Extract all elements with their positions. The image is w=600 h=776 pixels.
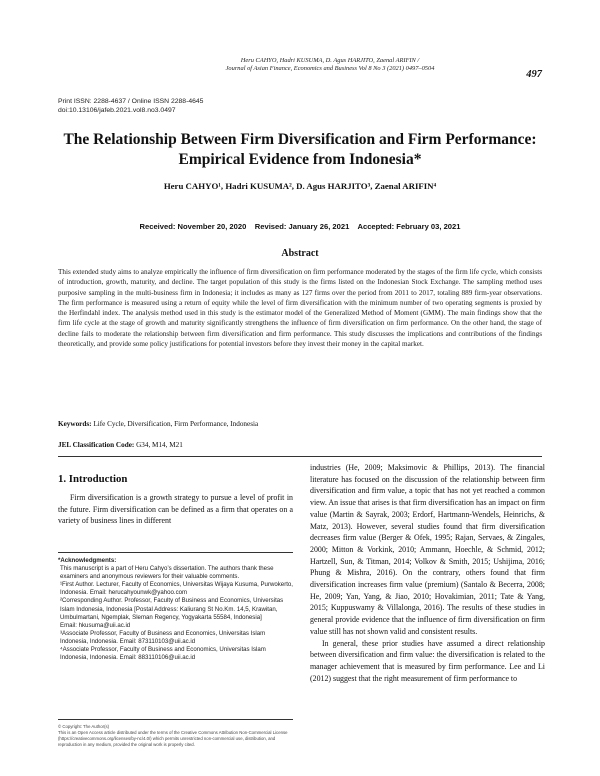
issn-line: Print ISSN: 2288-4637 / Online ISSN 2288-4645 <box>58 98 204 105</box>
footnote-first-author: ¹First Author. Lecturer, Faculty of Economics, Universitas Wijaya Kusuma, Purwokerto, Indonesia. Email: herucahyounwk@yahoo.com <box>60 581 293 597</box>
publication-dates: Received: November 20, 2020 Revised: January 26, 2021 Accepted: February 03, 2021 <box>139 222 461 231</box>
abstract-body: This extended study aims to analyze empirically the influence of firm diversification on firm performance moderated by the stages of the firm life cycle, which consists of introduction, growth, maturity, and decline. The target population of this study is the firms listed on the Indonesian Stock Exchange. The sampling method uses purposive sampling in the multi-business firm in Indonesia; it includes as many as 127 firms over the period from 2011 to 2017, totaling 889 firm-year observations. The firm performance is measured using a return of equity while the level of firm diversification with the minimum number of two operating segments is proxied by the Herfindahl index. The analysis method used in this study is the estimator model of the Generalized Method of Moment (GMM). The main findings show that the firm life cycle at the stage of growth and maturity significantly strengthens the influence of firm diversification on firm performance. On the other hand, the stage of decline fails to moderate the relationship between firm diversification and firm performance. This study discusses the implications and contributions of the findings theoretically, and provide some policy justifications for potential investors before they invest their money in the capital market. <box>58 268 542 349</box>
article-title <box>40 130 560 170</box>
footnote-corresponding-author: ²Corresponding Author. Professor, Faculty of Business and Economics, Universitas Islam Indonesia, Indonesia [Postal Address: Kaliurang St No.Km. 14,5, Krawitan, Umbulmartani, Ngemplak, Sleman Regency, Yogyakarta 55584, Indonesia] <box>60 597 284 621</box>
acknowledgments-heading: *Acknowledgments: <box>58 557 117 564</box>
running-head-authors: Heru CAHYO, Hadri KUSUMA, D. Agus HARJITO, Zaenal ARIFIN / <box>240 57 420 64</box>
intro-paragraph-right-2: In general, these prior studies have assumed a direct relationship between diversification and firm value: the diversification is related to the manager achievement that is measured by firm performance. Lee and Li (2012) suggest that the right measurement of firm performance to <box>310 638 545 683</box>
identifiers <box>58 97 203 115</box>
doi-line: doi:10.13106/jafeb.2021.vol8.no3.0497 <box>58 107 176 114</box>
footnotes <box>58 557 293 662</box>
footnote-divider <box>58 552 293 553</box>
abstract-heading: Abstract <box>281 248 319 259</box>
footnote-fourth-author: ⁴Associate Professor, Faculty of Business and Economics, Universitas Islam Indonesia, Indonesia. Email: 883110106@uii.ac.id <box>60 646 266 662</box>
keywords <box>58 420 258 428</box>
license-block <box>58 724 293 748</box>
license-text: This is an Open Access article distributed under the terms of the Creative Commons Attribution Non-Commercial License (https://creativecommons.org/licenses/by-nc/4.0/) which permits unrestricted non-commercial use, distribution, and reproduction in any medium, provided the original work is properly cited. <box>58 730 288 747</box>
footnote-corresponding-email: Email: hkusuma@uii.ac.id <box>60 621 131 629</box>
intro-paragraph-left: Firm diversification is a growth strategy to pursue a level of profit in the future. Firm diversification can be defined as a firm that operates on a variety of business lines in different <box>58 493 293 526</box>
jel-value: G34, M14, M21 <box>134 441 183 449</box>
left-column <box>58 492 293 527</box>
jel-codes <box>58 441 183 449</box>
keywords-value: Life Cycle, Diversification, Firm Performance, Indonesia <box>91 420 259 428</box>
title-line-1: The Relationship Between Firm Diversification and Firm Performance: <box>63 131 537 148</box>
license-divider <box>58 719 293 720</box>
copyright-line: © Copyright: The Author(s) <box>58 724 110 729</box>
acknowledgments-text: This manuscript is a part of Heru Cahyo’s dissertation. The authors thank these examiners and anonymous reviewers for their valuable comments. <box>60 565 274 581</box>
title-line-2: Empirical Evidence from Indonesia* <box>178 151 422 168</box>
author-list: Heru CAHYO¹, Hadri KUSUMA², D. Agus HARJITO³, Zaenal ARIFIN⁴ <box>163 181 437 191</box>
footnote-third-author: ³Associate Professor, Faculty of Business and Economics, Universitas Islam Indonesia, Indonesia. Email: 873110103@uii.ac.id <box>60 629 266 645</box>
page-number: 497 <box>526 69 542 80</box>
running-head-journal: Journal of Asian Finance, Economics and Business Vol 8 No 3 (2021) 0497–0504 <box>225 65 435 72</box>
intro-paragraph-right-1: industries (He, 2009; Maksimovic & Phillips, 2013). The financial literature has focused on the discussion of the relationship between firm diversification and firm value, a topic that has not yet reached a common view. An issue that arises is that firm diversification has an impact on firm value (Martin & Sayrak, 2003; Erdorf, Hartmann-Wendels, Heinrichs, & Matz, 2013). However, several studies found that firm diversification decreases firm value (Berger & Ofek, 1995; Rajan, Servaes, & Zingales, 2000; Mitton & Vorkink, 2010; Ammann, Hoechle, & Schmid, 2012; Hartzell, Sun, & Titman, 2014; Volkov & Smith, 2015; Ushijima, 2016; Phung & Mishra, 2016). On the contrary, others found that firm diversification increases firm value (premium) (Santalo & Becerra, 2008; He, 2009; Yan, Yang, & Jiao, 2010; Hovakimian, 2011; Tate & Yang, 2015; Kuppuswamy & Villalonga, 2016). The results of these studies in general provide evidence that the influence of firm diversification on firm value still has not shown valid and consistent results. <box>310 463 545 636</box>
right-column <box>310 462 545 684</box>
section-divider <box>58 456 542 457</box>
jel-label: JEL Classification Code: <box>58 441 135 449</box>
keywords-label: Keywords: <box>58 420 92 428</box>
introduction-heading: 1. Introduction <box>58 473 128 485</box>
